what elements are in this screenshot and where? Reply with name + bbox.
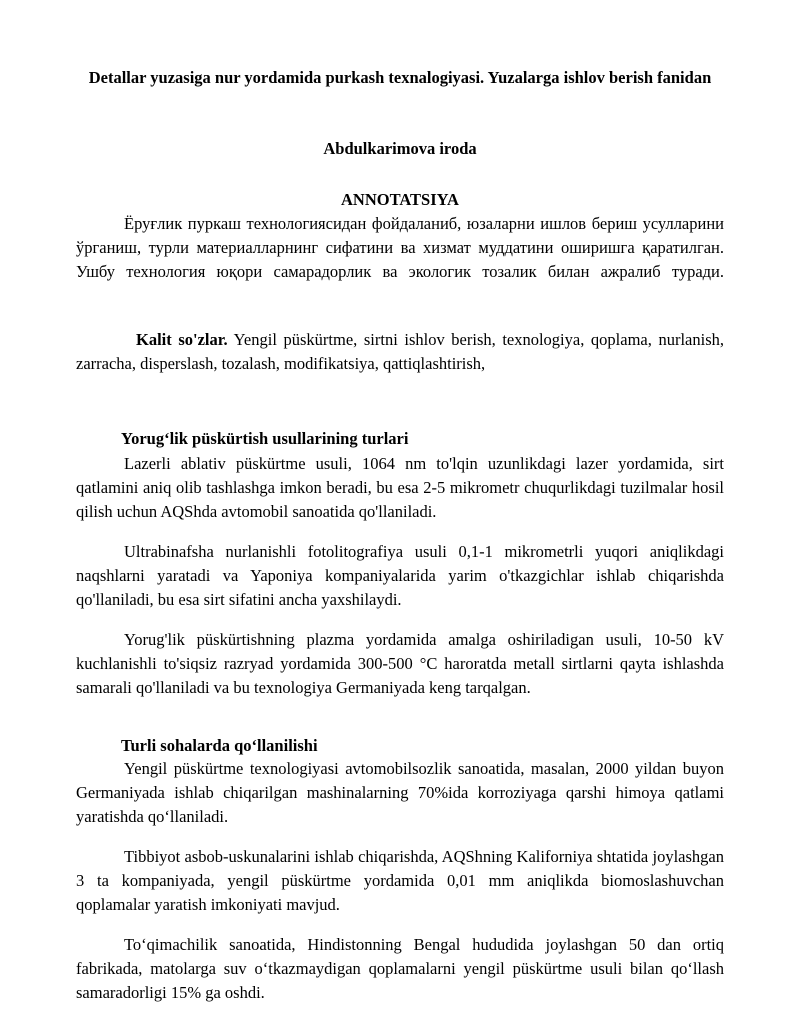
section2-paragraph: Yengil püskürtme texnologiyasi avtomobilsozlik sanoatida, masalan, 2000 yildan buyon Germaniyada ishlab chiqarilgan mashinalarning 70%ida korroziyaga qarshi himoya qatlami yaratishda qo‘llaniladi. (76, 759, 724, 826)
section2-heading: Turli sohalarda qo‘llanilishi (121, 736, 318, 755)
keywords-text: Yengil püskürtme, sirtni ishlov berish, texnologiya, qoplama, nurlanish, zarracha, disperslash, tozalash, modifikatsiya, qattiqlashtirish, (76, 330, 724, 373)
section2-paragraph: To‘qimachilik sanoatida, Hindistonning Bengal hududida joylashgan 50 dan ortiq fabrikada, matolarga suv o‘tkazmaydigan qoplamalarni yengil püskürtme usuli bilan qo‘llash samaradorligi 15% ga oshdi. (76, 935, 724, 1002)
annotation-text: Ёруғлик пуркаш технологиясидан фойдаланиб, юзаларни ишлов бериш усулларини ўрганиш, турли материалларнинг сифатини ва хизмат муддатини оширишга қаратилган. Ушбу технология юқори самарадорлик ва экологик тозалик билан ажралиб туради. (76, 214, 724, 281)
keywords-label: Kalit so'zlar. (136, 330, 228, 349)
keywords-paragraph (76, 328, 724, 376)
section1-heading: Yorug‘lik püskürtish usullarining turlari (121, 429, 409, 448)
author-name: Abdulkarimova iroda (323, 139, 477, 158)
section2-paragraph: Tibbiyot asbob-uskunalarini ishlab chiqarishda, AQShning Kaliforniya shtatida joylashgan 3 ta kompaniyada, yengil püskürtme yordamida 0,01 mm aniqlikda biomoslashuvchan qoplamalar yaratish imkoniyati mavjud. (76, 847, 724, 914)
section1-paragraph: Ultrabinafsha nurlanishli fotolitografiya usuli 0,1-1 mikrometrli yuqori aniqlikdagi naqshlarni yaratadi va Yaponiya kompaniyalarida yarim o'tkazgichlar ishlab chiqarishda qo'llaniladi, bu esa sirt sifatini ancha yaxshilaydi. (76, 542, 724, 609)
section1-paragraph: Yorug'lik püskürtishning plazma yordamida amalga oshiriladigan usuli, 10-50 kV kuchlanishli to'siqsiz razryad yordamida 300-500 °C haroratda metall sirtlarni qayta ishlashda samarali qo'llaniladi va bu texnologiya Germaniyada keng tarqalgan. (76, 630, 724, 697)
document-title: Detallar yuzasiga nur yordamida purkash texnalogiyasi. Yuzalarga ishlov berish fanidan (88, 68, 712, 87)
annotation-heading: ANNOTATSIYA (341, 190, 459, 209)
section1-paragraph: Lazerli ablativ püskürtme usuli, 1064 nm to'lqin uzunlikdagi lazer yordamida, sirt qatlamini aniq olib tashlashga imkon beradi, bu esa 2-5 mikrometr chuqurlikdagi tuzilmalar hosil qilish uchun AQShda avtomobil sanoatida qo'llaniladi. (76, 454, 724, 521)
